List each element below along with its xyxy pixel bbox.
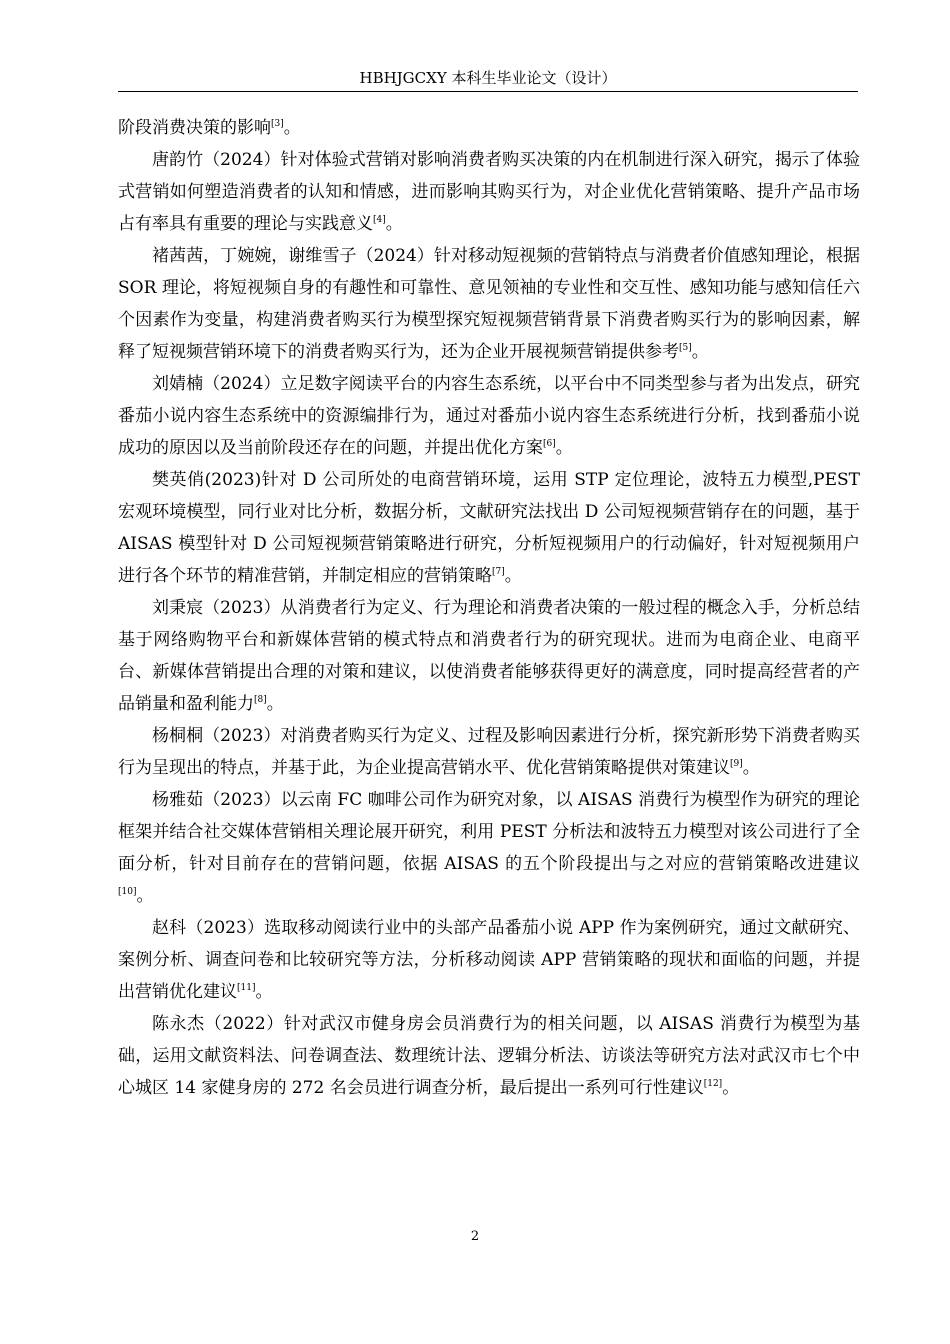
paragraph-8 <box>118 784 860 912</box>
paragraph-tail: 。 <box>742 758 760 778</box>
citation-ref: [6] <box>543 439 556 449</box>
paragraph-tail: 。 <box>504 566 522 586</box>
paragraph-text: 樊英俏(2023)针对 D 公司所处的电商营销环境，运用 STP 定位理论，波特五力模型,PEST 宏观环境模型，同行业对比分析，数据分析，文献研究法找出 D 公司短视频营销存在的问题，基于 AISAS 模型针对 D 公司短视频营销策略进行研究，分析短视频用户的行动偏好，针对短视频用户进行各个环节的精准营销，并制定相应的营销策略 <box>118 470 860 586</box>
paragraph-tail: 。 <box>722 1078 740 1098</box>
paragraph-tail: 。 <box>266 694 284 714</box>
paragraph-10 <box>118 1008 860 1104</box>
paragraph-1 <box>118 112 860 144</box>
citation-ref: [5] <box>679 343 692 353</box>
paragraph-tail: 。 <box>691 342 709 362</box>
paragraph-text: 陈永杰（2022）针对武汉市健身房会员消费行为的相关问题，以 AISAS 消费行为模型为基础，运用文献资料法、问卷调查法、数理统计法、逻辑分析法、访谈法等研究方法对武汉市七个中心城区 14 家健身房的 272 名会员进行调查分析，最后提出一系列可行性建议 <box>118 1014 860 1098</box>
paragraph-2 <box>118 144 860 240</box>
citation-ref: [4] <box>373 215 386 225</box>
paragraph-text: 杨桐桐（2023）对消费者购买行为定义、过程及影响因素进行分析，探究新形势下消费者购买行为呈现出的特点，并基于此，为企业提高营销水平、优化营销策略提供对策建议 <box>118 726 860 778</box>
paragraph-4 <box>118 368 860 464</box>
paragraph-tail: 。 <box>283 118 301 138</box>
header-rule <box>118 91 858 92</box>
paragraph-text: 刘婧楠（2024）立足数字阅读平台的内容生态系统，以平台中不同类型参与者为出发点，研究番茄小说内容生态系统中的资源编排行为，通过对番茄小说内容生态系统进行分析，找到番茄小说成功的原因以及当前阶段还存在的问题，并提出优化方案 <box>118 374 860 458</box>
paragraph-9 <box>118 912 860 1008</box>
page-header: HBHJGCXY 本科生毕业论文（设计） <box>359 69 617 87</box>
paragraph-7 <box>118 720 860 784</box>
paragraph-text: 赵科（2023）选取移动阅读行业中的头部产品番茄小说 APP 作为案例研究，通过文献研究、案例分析、调查问卷和比较研究等方法，分析移动阅读 APP 营销策略的现状和面临的问题，并提出营销优化建议 <box>118 918 860 1002</box>
paragraph-text: 阶段消费决策的影响 <box>118 118 271 138</box>
citation-ref: [11] <box>237 983 256 993</box>
paragraph-3 <box>118 240 860 368</box>
body-text <box>118 112 860 1104</box>
paragraph-tail: 。 <box>255 982 273 1002</box>
paragraph-tail: 。 <box>385 214 403 234</box>
citation-ref: [9] <box>730 759 743 769</box>
citation-ref: [12] <box>703 1079 723 1089</box>
paragraph-text: 褚茜茜，丁婉婉，谢维雪子（2024）针对移动短视频的营销特点与消费者价值感知理论，根据 SOR 理论，将短视频自身的有趣性和可靠性、意见领袖的专业性和交互性、感知功能与感知信任六个因素作为变量，构建消费者购买行为模型探究短视频营销背景下消费者购买行为的影响因素，解释了短视频营销环境下的消费者购买行为，还为企业开展视频营销提供参考 <box>118 246 860 362</box>
paragraph-6 <box>118 592 860 720</box>
citation-ref: [3] <box>271 119 284 129</box>
paragraph-text: 唐韵竹（2024）针对体验式营销对影响消费者购买决策的内在机制进行深入研究，揭示了体验式营销如何塑造消费者的认知和情感，进而影响其购买行为，对企业优化营销策略、提升产品市场占有率具有重要的理论与实践意义 <box>118 150 860 234</box>
citation-ref: [8] <box>254 695 267 705</box>
citation-ref: [10] <box>118 887 137 897</box>
paragraph-text: 刘秉宸（2023）从消费者行为定义、行为理论和消费者决策的一般过程的概念入手，分析总结基于网络购物平台和新媒体营销的模式特点和消费者行为的研究现状。进而为电商企业、电商平台、新媒体营销提出合理的对策和建议，以使消费者能够获得更好的满意度，同时提高经营者的产品销量和盈利能力 <box>118 598 860 714</box>
paragraph-tail: 。 <box>136 886 154 906</box>
page-number: 2 <box>470 1229 480 1244</box>
paragraph-5 <box>118 464 860 592</box>
paragraph-text: 杨雅茹（2023）以云南 FC 咖啡公司作为研究对象，以 AISAS 消费行为模型作为研究的理论框架并结合社交媒体营销相关理论展开研究，利用 PEST 分析法和波特五力模型对该公司进行了全面分析，针对目前存在的营销问题，依据 AISAS 的五个阶段提出与之对应的营销策略改进建议 <box>118 790 860 874</box>
citation-ref: [7] <box>492 567 505 577</box>
paragraph-tail: 。 <box>555 438 573 458</box>
